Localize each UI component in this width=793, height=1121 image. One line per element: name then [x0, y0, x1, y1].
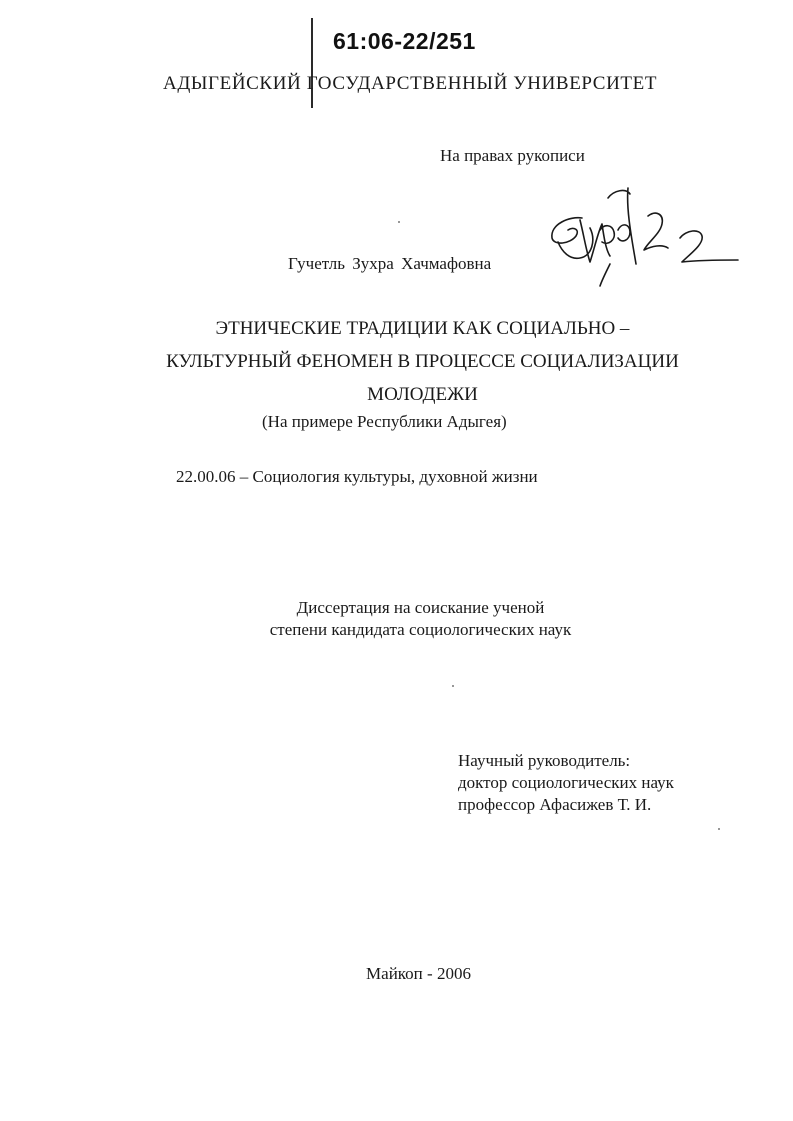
title-subtitle: (На примере Республики Адыгея): [262, 412, 507, 431]
title-line: МОЛОДЕЖИ: [367, 384, 478, 405]
degree-line: степени кандидата социологических наук: [269, 620, 572, 639]
degree-line: Диссертация на соискание ученой: [296, 598, 545, 617]
scientific-advisor: [458, 750, 674, 816]
archive-stamp: 61:06-22/251: [333, 28, 476, 54]
scan-speck: [398, 221, 400, 223]
author-name: Гучетль Зухра Хачмафовна: [288, 254, 492, 273]
speciality-code: 22.00.06 – Социология культуры, духовной жизни: [176, 467, 538, 486]
scan-speck: [718, 828, 720, 830]
city-year: Майкоп - 2006: [366, 964, 471, 983]
degree-statement: [0, 597, 793, 641]
title-line: ЭТНИЧЕСКИЕ ТРАДИЦИИ КАК СОЦИАЛЬНО –: [215, 318, 630, 339]
university-name: АДЫГЕЙСКИЙ ГОСУДАРСТВЕННЫЙ УНИВЕРСИТЕТ: [163, 73, 658, 94]
advisor-line: доктор социологических наук: [458, 773, 674, 792]
advisor-line: Научный руководитель:: [458, 751, 631, 770]
rights-notice: На правах рукописи: [440, 146, 585, 165]
author-signature: [540, 180, 745, 290]
scan-speck: [452, 685, 454, 687]
title-line: КУЛЬТУРНЫЙ ФЕНОМЕН В ПРОЦЕССЕ СОЦИАЛИЗАЦИИ: [166, 351, 679, 372]
dissertation-title: [0, 312, 793, 411]
advisor-line: профессор Афасижев Т. И.: [458, 795, 652, 814]
